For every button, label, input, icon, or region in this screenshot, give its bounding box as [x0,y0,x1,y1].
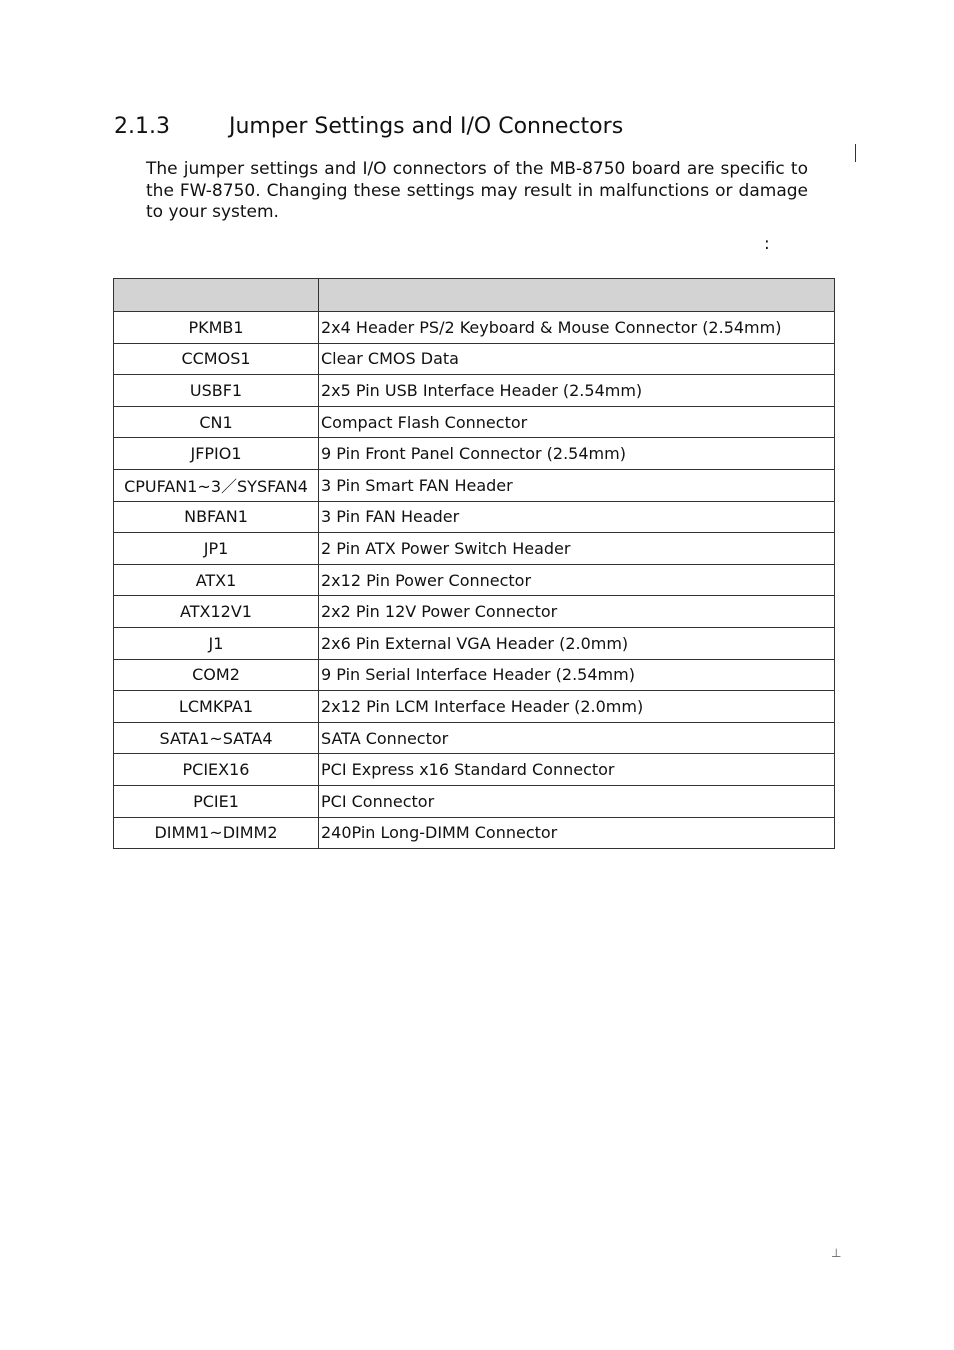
connector-name-cell: J1 [114,627,319,659]
header-cell-description [319,279,835,312]
connector-description-cell: SATA Connector [319,722,835,754]
connector-name-cell: ATX12V1 [114,596,319,628]
connector-description-cell: 9 Pin Serial Interface Header (2.54mm) [319,659,835,691]
table-row [114,691,835,723]
connector-description-cell: 240Pin Long-DIMM Connector [319,817,835,849]
connector-description-cell: 2x12 Pin Power Connector [319,564,835,596]
section-number: 2.1.3 [114,114,170,140]
table-row [114,754,835,786]
header-cell-connector [114,279,319,312]
connector-name-cell: ATX1 [114,564,319,596]
connector-name-cell: NBFAN1 [114,501,319,533]
table-body [114,312,835,849]
connector-table [113,278,835,849]
table-row [114,469,835,501]
colon-mark: : [764,234,770,254]
connector-description-cell: 2x5 Pin USB Interface Header (2.54mm) [319,375,835,407]
table-row [114,659,835,691]
table-row [114,501,835,533]
table-row [114,343,835,375]
connector-name-cell: CPUFAN1~3／SYSFAN4 [114,469,319,501]
connector-name-cell: USBF1 [114,375,319,407]
connector-name-cell: DIMM1~DIMM2 [114,817,319,849]
table-row [114,312,835,344]
connector-name-cell: COM2 [114,659,319,691]
connector-name-cell: PCIEX16 [114,754,319,786]
connector-name-cell: LCMKPA1 [114,691,319,723]
connector-description-cell: 2x6 Pin External VGA Header (2.0mm) [319,627,835,659]
table-row [114,564,835,596]
connector-description-cell: 3 Pin FAN Header [319,501,835,533]
table-row [114,438,835,470]
table-header-row [114,279,835,312]
connector-description-cell: Clear CMOS Data [319,343,835,375]
table-row [114,722,835,754]
table-row [114,533,835,565]
table-row [114,375,835,407]
connector-description-cell: 9 Pin Front Panel Connector (2.54mm) [319,438,835,470]
connector-description-cell: PCI Connector [319,785,835,817]
intro-paragraph: The jumper settings and I/O connectors of the MB-8750 board are specific to the FW-8750. Changing these settings may result in malfunctions or damage to your system. [146,159,808,222]
connector-description-cell: PCI Express x16 Standard Connector [319,754,835,786]
table-row [114,817,835,849]
connector-description-cell: 2x4 Header PS/2 Keyboard & Mouse Connector (2.54mm) [319,312,835,344]
connector-name-cell: JP1 [114,533,319,565]
page-marker: ⊥ [831,1246,842,1260]
connector-name-cell: PCIE1 [114,785,319,817]
connector-description-cell: 3 Pin Smart FAN Header [319,469,835,501]
connector-name-cell: SATA1~SATA4 [114,722,319,754]
connector-name-cell: CN1 [114,406,319,438]
connector-description-cell: 2x2 Pin 12V Power Connector [319,596,835,628]
revision-bar [855,144,856,162]
connector-description-cell: Compact Flash Connector [319,406,835,438]
section-heading [114,114,623,139]
section-title: Jumper Settings and I/O Connectors [229,114,624,140]
table-row [114,406,835,438]
table-row [114,596,835,628]
table-row [114,627,835,659]
connector-description-cell: 2 Pin ATX Power Switch Header [319,533,835,565]
table-row [114,785,835,817]
connector-description-cell: 2x12 Pin LCM Interface Header (2.0mm) [319,691,835,723]
connector-name-cell: CCMOS1 [114,343,319,375]
connector-name-cell: JFPIO1 [114,438,319,470]
connector-name-cell: PKMB1 [114,312,319,344]
